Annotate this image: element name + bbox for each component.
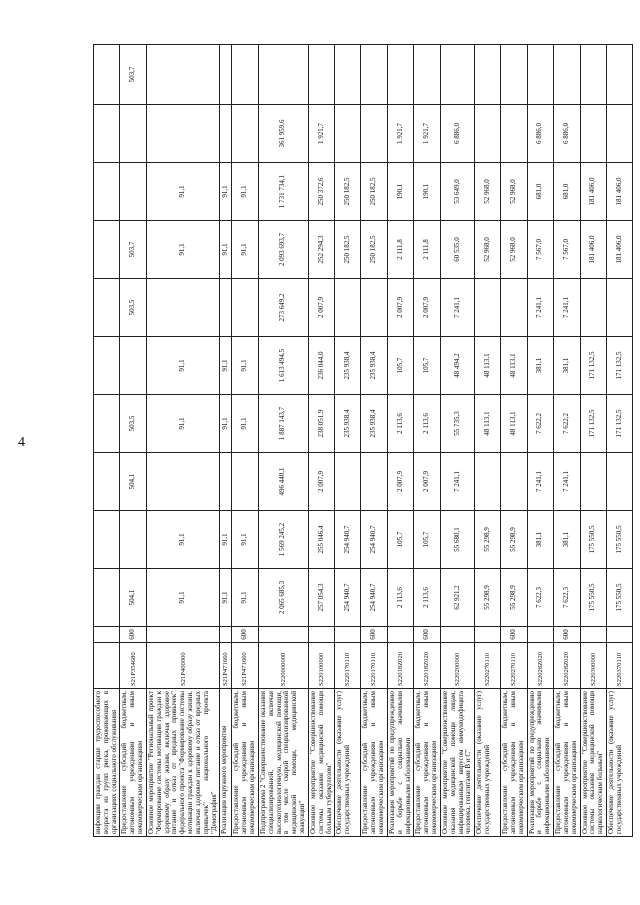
row-description: Предоставление субсидий бюджетным, автономным учреждениям и иным некоммерческим организациям	[232, 689, 258, 837]
amount-cell	[527, 45, 553, 105]
amount-cell: 7 622,2	[554, 395, 580, 453]
amount-cell	[607, 45, 633, 105]
amount-cell	[335, 105, 361, 163]
row-description: Основное мероприятие "Совершенствование оказания медицинской помощи лицам, инфицированным вирусом иммунодефицита человека, гепатитами В и С"	[440, 689, 474, 837]
amount-cell: 7 622,3	[527, 569, 553, 627]
amount-cell: 1 921,7	[414, 105, 440, 163]
amount-cell: 91,1	[232, 163, 258, 221]
table-row	[414, 45, 440, 837]
table-body	[94, 45, 633, 837]
amount-cell: 7 241,1	[554, 453, 580, 511]
budget-code-cell: S22028Z020	[554, 643, 580, 689]
amount-cell	[94, 45, 120, 105]
amount-cell: 190,1	[387, 163, 413, 221]
amount-cell	[580, 105, 606, 163]
amount-cell: 381,1	[554, 337, 580, 395]
expense-type-cell	[440, 627, 474, 643]
expense-type-cell: 600	[232, 627, 258, 643]
amount-cell: 91,1	[232, 337, 258, 395]
amount-cell: 175 550,5	[580, 569, 606, 627]
amount-cell: 6 886,0	[554, 105, 580, 163]
amount-cell: 105,7	[387, 337, 413, 395]
amount-cell: 55 298,9	[475, 569, 501, 627]
expense-type-cell	[475, 627, 501, 643]
table-row	[527, 45, 553, 837]
amount-cell: 381,1	[527, 511, 553, 569]
expense-type-cell	[94, 627, 120, 643]
amount-cell: 504,1	[120, 453, 146, 511]
amount-cell	[220, 279, 232, 337]
amount-cell: 361 959,6	[258, 105, 308, 163]
amount-cell	[120, 105, 146, 163]
amount-cell	[146, 45, 219, 105]
table-row	[120, 45, 146, 837]
amount-cell: 171 132,5	[580, 337, 606, 395]
budget-code-cell: S220300000	[580, 643, 606, 689]
amount-cell: 1 731 734,1	[258, 163, 308, 221]
amount-cell: 1 569 245,2	[258, 511, 308, 569]
row-description: Основное мероприятие "Совершенствование системы оказания медицинской помощи наркологическим больным"	[580, 689, 606, 837]
amount-cell: 190,1	[414, 163, 440, 221]
amount-cell	[94, 279, 120, 337]
amount-cell: 2 007,9	[387, 453, 413, 511]
budget-code-cell: S220170110	[361, 643, 387, 689]
amount-cell: 6 886,0	[440, 105, 474, 163]
amount-cell: 91,1	[232, 395, 258, 453]
amount-cell: 105,7	[414, 511, 440, 569]
amount-cell: 250 182,5	[361, 163, 387, 221]
amount-cell: 171 132,5	[607, 337, 633, 395]
amount-cell	[475, 105, 501, 163]
amount-cell: 503,7	[120, 45, 146, 105]
amount-cell	[232, 105, 258, 163]
amount-cell	[232, 453, 258, 511]
row-description: Предоставление субсидий бюджетным, автономным учреждениям и иным некоммерческим организациям	[414, 689, 440, 837]
amount-cell	[94, 221, 120, 279]
amount-cell: 254 940,7	[335, 569, 361, 627]
row-description: инфекции граждан старше трудоспособного возраста из групп риска, проживающих в организациях социального обслуживания	[94, 689, 120, 837]
amount-cell	[220, 45, 232, 105]
amount-cell: 381,1	[527, 337, 553, 395]
amount-cell	[554, 45, 580, 105]
amount-cell: 48 113,1	[501, 395, 527, 453]
amount-cell: 255 046,4	[308, 511, 334, 569]
row-description: Обеспечение деятельности (оказание услуг) государственных учреждений	[475, 689, 501, 837]
amount-cell: 91,1	[220, 395, 232, 453]
amount-cell	[580, 279, 606, 337]
amount-cell: 2 093 693,7	[258, 221, 308, 279]
expense-type-cell	[580, 627, 606, 643]
amount-cell: 105,7	[414, 337, 440, 395]
table-row	[335, 45, 361, 837]
amount-cell	[475, 45, 501, 105]
amount-cell: 7 241,1	[527, 453, 553, 511]
amount-cell	[501, 279, 527, 337]
expense-type-cell: 600	[414, 627, 440, 643]
amount-cell	[501, 105, 527, 163]
amount-cell: 257 054,3	[308, 569, 334, 627]
amount-cell: 7 567,0	[527, 221, 553, 279]
amount-cell	[501, 453, 527, 511]
budget-code-cell: S220170110	[335, 643, 361, 689]
amount-cell: 238 051,9	[308, 395, 334, 453]
amount-cell: 181 406,0	[580, 163, 606, 221]
amount-cell: 53 649,0	[440, 163, 474, 221]
amount-cell	[475, 279, 501, 337]
row-description: Предоставление субсидий бюджетным, автономным учреждениям и иным некоммерческим организациям	[501, 689, 527, 837]
amount-cell	[94, 511, 120, 569]
table-row	[607, 45, 633, 837]
amount-cell: 381,1	[554, 511, 580, 569]
table-row	[220, 45, 232, 837]
amount-cell: 52 968,0	[475, 221, 501, 279]
expense-type-cell	[308, 627, 334, 643]
table-row	[94, 45, 120, 837]
amount-cell: 48 113,1	[475, 395, 501, 453]
amount-cell: 250 372,6	[308, 163, 334, 221]
amount-cell: 48 494,2	[440, 337, 474, 395]
amount-cell: 2 113,6	[414, 569, 440, 627]
amount-cell	[501, 45, 527, 105]
amount-cell: 503,7	[120, 221, 146, 279]
budget-code-cell: S220100000	[308, 643, 334, 689]
expense-type-cell	[607, 627, 633, 643]
amount-cell: 2 065 685,3	[258, 569, 308, 627]
amount-cell: 105,7	[387, 511, 413, 569]
amount-cell: 1 921,7	[308, 105, 334, 163]
expense-type-cell	[335, 627, 361, 643]
amount-cell	[361, 453, 387, 511]
row-description: Предоставление субсидий бюджетным, автономным учреждениям и иным некоммерческим организациям	[554, 689, 580, 837]
expense-type-cell	[527, 627, 553, 643]
amount-cell	[94, 105, 120, 163]
amount-cell: 250 182,5	[335, 221, 361, 279]
amount-cell: 91,1	[232, 511, 258, 569]
budget-code-cell: S21P354680	[120, 643, 146, 689]
expense-type-cell	[146, 627, 219, 643]
budget-code-cell: S220370110	[607, 643, 633, 689]
amount-cell	[146, 279, 219, 337]
amount-cell	[120, 163, 146, 221]
amount-cell: 91,1	[220, 569, 232, 627]
amount-cell: 48 113,1	[475, 337, 501, 395]
budget-code-cell: S220270110	[501, 643, 527, 689]
amount-cell	[94, 337, 120, 395]
amount-cell: 7 622,3	[554, 569, 580, 627]
table-row	[501, 45, 527, 837]
amount-cell: 235 938,4	[361, 395, 387, 453]
amount-cell: 1 613 494,5	[258, 337, 308, 395]
amount-cell	[146, 105, 219, 163]
amount-cell	[232, 279, 258, 337]
amount-cell: 2 007,9	[308, 279, 334, 337]
amount-cell	[361, 45, 387, 105]
table-row	[580, 45, 606, 837]
budget-code-cell: S220200000	[440, 643, 474, 689]
table-row	[554, 45, 580, 837]
amount-cell: 91,1	[146, 569, 219, 627]
amount-cell: 254 940,7	[335, 511, 361, 569]
table-row	[361, 45, 387, 837]
amount-cell: 7 241,1	[440, 453, 474, 511]
row-description: Предоставление субсидий бюджетным, автономным учреждениям и иным некоммерческим организациям	[120, 689, 146, 837]
amount-cell: 175 550,5	[580, 511, 606, 569]
amount-cell: 7 622,2	[527, 395, 553, 453]
amount-cell: 91,1	[146, 221, 219, 279]
budget-code-cell: S21P471660	[232, 643, 258, 689]
amount-cell: 171 132,5	[580, 395, 606, 453]
amount-cell	[580, 453, 606, 511]
amount-cell: 60 535,0	[440, 221, 474, 279]
expense-type-cell: 600	[554, 627, 580, 643]
amount-cell: 681,0	[554, 163, 580, 221]
amount-cell: 55 298,9	[501, 511, 527, 569]
amount-cell: 1 887 143,7	[258, 395, 308, 453]
budget-code-cell: S22018Z020	[414, 643, 440, 689]
amount-cell	[361, 105, 387, 163]
budget-code-cell: S21P400000	[146, 643, 219, 689]
amount-cell: 250 182,5	[361, 221, 387, 279]
amount-cell	[440, 45, 474, 105]
amount-cell	[220, 453, 232, 511]
budget-code-cell	[94, 643, 120, 689]
budget-code-cell: S21P471660	[220, 643, 232, 689]
amount-cell: 91,1	[146, 395, 219, 453]
amount-cell	[120, 337, 146, 395]
amount-cell: 91,1	[146, 511, 219, 569]
amount-cell: 62 921,2	[440, 569, 474, 627]
table-row	[387, 45, 413, 837]
amount-cell: 503,5	[120, 279, 146, 337]
amount-cell: 235 938,4	[335, 337, 361, 395]
amount-cell	[94, 395, 120, 453]
amount-cell: 2 111,8	[414, 221, 440, 279]
table-row	[475, 45, 501, 837]
row-description: Реализация мероприятий по предупреждению и борьбе с социально значимыми инфекционными заболеваниями	[527, 689, 553, 837]
amount-cell: 91,1	[232, 569, 258, 627]
amount-cell: 2 113,6	[414, 395, 440, 453]
amount-cell	[220, 105, 232, 163]
amount-cell: 2 111,8	[387, 221, 413, 279]
amount-cell: 504,1	[120, 569, 146, 627]
amount-cell: 2 113,6	[387, 395, 413, 453]
amount-cell	[607, 453, 633, 511]
amount-cell: 681,0	[527, 163, 553, 221]
rotated-budget-table-wrapper	[93, 45, 623, 837]
amount-cell: 91,1	[146, 163, 219, 221]
row-description: Реализация окружного мероприятия	[220, 689, 232, 837]
amount-cell	[94, 453, 120, 511]
amount-cell	[146, 453, 219, 511]
amount-cell: 52 968,0	[475, 163, 501, 221]
amount-cell: 503,5	[120, 395, 146, 453]
row-description: Реализация мероприятий по предупреждению и борьбе с социально значимыми инфекционными заболеваниями	[387, 689, 413, 837]
row-description: Основное мероприятие "Региональный проект "Формирование системы мотивации граждан к здоровому образу жизни, включая здоровое питание и отказ от вредных привычек" федерального проекта "Формирование системы мотивации граждан к здоровому образу жизни, включая здоровое питание и отказ от вредных привычек" национального проекта "Демография"	[146, 689, 219, 837]
amount-cell: 235 938,4	[335, 395, 361, 453]
page-number: 4	[18, 435, 25, 450]
amount-cell	[607, 279, 633, 337]
amount-cell: 91,1	[220, 163, 232, 221]
amount-cell: 52 968,0	[501, 163, 527, 221]
budget-code-cell: S22018Z020	[387, 643, 413, 689]
amount-cell: 52 968,0	[501, 221, 527, 279]
amount-cell: 7 241,1	[440, 279, 474, 337]
amount-cell: 2 007,9	[414, 279, 440, 337]
amount-cell: 252 294,3	[308, 221, 334, 279]
amount-cell: 181 406,0	[580, 221, 606, 279]
expense-type-cell	[258, 627, 308, 643]
amount-cell: 48 113,1	[501, 337, 527, 395]
row-description: Предоставление субсидий бюджетным, автономным учреждениям и иным некоммерческим организациям	[361, 689, 387, 837]
amount-cell	[308, 45, 334, 105]
amount-cell: 91,1	[146, 337, 219, 395]
amount-cell	[387, 45, 413, 105]
row-description: Подпрограмма 2 "Совершенствование оказания специализированной, включая высокотехнологичную, медицинской помощи, в том числе скорой специализированной медицинской помощи, медицинской эвакуации"	[258, 689, 308, 837]
row-description: Основное мероприятие "Совершенствование системы оказания медицинской помощи больным туберкулезом"	[308, 689, 334, 837]
amount-cell: 1 921,7	[387, 105, 413, 163]
amount-cell: 91,1	[220, 511, 232, 569]
amount-cell: 2 007,9	[387, 279, 413, 337]
amount-cell	[475, 453, 501, 511]
amount-cell: 496 440,1	[258, 453, 308, 511]
amount-cell	[258, 45, 308, 105]
row-description: Обеспечение деятельности (оказание услуг) государственных учреждений	[335, 689, 361, 837]
amount-cell: 175 550,5	[607, 511, 633, 569]
amount-cell: 55 298,9	[475, 511, 501, 569]
expense-type-cell	[387, 627, 413, 643]
amount-cell: 55 298,9	[501, 569, 527, 627]
budget-code-cell: S220270110	[475, 643, 501, 689]
amount-cell: 181 406,0	[607, 221, 633, 279]
amount-cell: 254 940,7	[361, 511, 387, 569]
amount-cell: 235 938,4	[361, 337, 387, 395]
amount-cell	[580, 45, 606, 105]
amount-cell: 254 940,7	[361, 569, 387, 627]
amount-cell	[94, 569, 120, 627]
amount-cell: 55 680,1	[440, 511, 474, 569]
table-row	[308, 45, 334, 837]
amount-cell: 7 241,1	[527, 279, 553, 337]
amount-cell: 2 007,9	[414, 453, 440, 511]
amount-cell: 273 649,2	[258, 279, 308, 337]
amount-cell: 171 132,5	[607, 395, 633, 453]
budget-code-cell: S22028Z020	[527, 643, 553, 689]
amount-cell: 2 113,6	[387, 569, 413, 627]
expense-type-cell: 600	[361, 627, 387, 643]
budget-table	[93, 44, 633, 837]
amount-cell: 175 550,5	[607, 569, 633, 627]
amount-cell	[607, 105, 633, 163]
amount-cell	[361, 279, 387, 337]
table-row	[146, 45, 219, 837]
table-row	[440, 45, 474, 837]
amount-cell	[335, 453, 361, 511]
row-description: Обеспечение деятельности (оказание услуг) государственных учреждений	[607, 689, 633, 837]
amount-cell: 6 886,0	[527, 105, 553, 163]
amount-cell: 2 007,9	[308, 453, 334, 511]
amount-cell: 181 406,0	[607, 163, 633, 221]
amount-cell: 91,1	[232, 221, 258, 279]
table-row	[232, 45, 258, 837]
amount-cell: 55 735,3	[440, 395, 474, 453]
amount-cell	[414, 45, 440, 105]
table-row	[258, 45, 308, 837]
amount-cell	[94, 163, 120, 221]
amount-cell	[335, 279, 361, 337]
amount-cell	[335, 45, 361, 105]
amount-cell	[120, 511, 146, 569]
amount-cell	[232, 45, 258, 105]
expense-type-cell: 600	[120, 627, 146, 643]
budget-code-cell: S220000000	[258, 643, 308, 689]
expense-type-cell	[220, 627, 232, 643]
amount-cell: 91,1	[220, 221, 232, 279]
amount-cell: 250 182,5	[335, 163, 361, 221]
expense-type-cell: 600	[501, 627, 527, 643]
amount-cell: 91,1	[220, 337, 232, 395]
amount-cell: 236 044,0	[308, 337, 334, 395]
amount-cell: 7 567,0	[554, 221, 580, 279]
amount-cell: 7 241,1	[554, 279, 580, 337]
